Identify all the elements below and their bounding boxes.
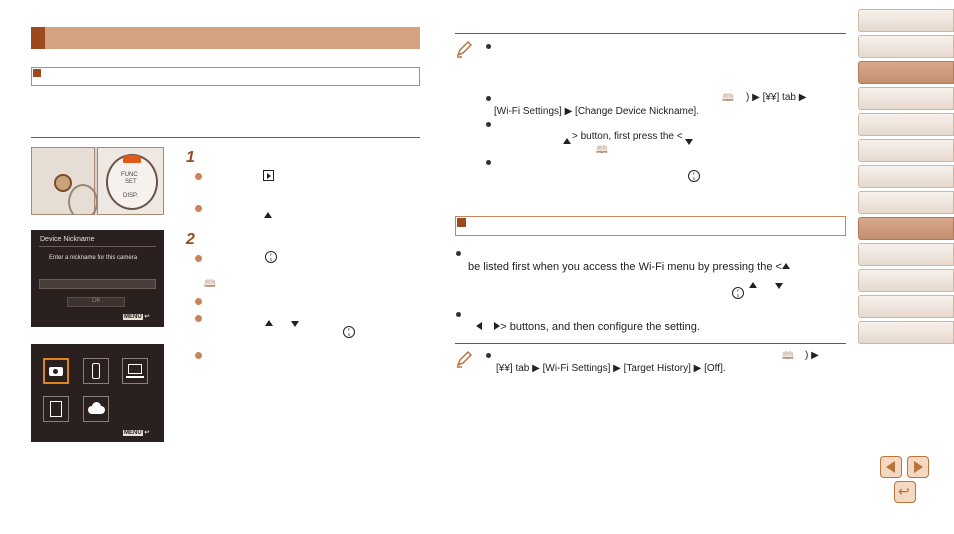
section-title-bar bbox=[31, 27, 420, 49]
dial-up-highlight bbox=[123, 155, 141, 163]
menu-label: MENU bbox=[124, 430, 142, 436]
note-bullet bbox=[486, 44, 491, 49]
back-icon: ↩ bbox=[144, 430, 150, 436]
pencil-note-icon bbox=[456, 40, 472, 58]
side-tab-6[interactable] bbox=[858, 139, 954, 162]
down-arrow-icon bbox=[775, 277, 783, 295]
shutter-button bbox=[54, 174, 72, 192]
note-text: [Wi-Fi Settings] ▶ [Change Device Nickname]. bbox=[494, 106, 699, 117]
section-text: be listed first when you access the Wi-Fi menu by pressing the < bbox=[468, 261, 790, 274]
side-tab-9[interactable] bbox=[858, 217, 954, 240]
divider bbox=[31, 137, 420, 138]
side-tab-4[interactable] bbox=[858, 87, 954, 110]
smartphone-tile[interactable] bbox=[83, 358, 109, 384]
func-set-button-icon: F S bbox=[343, 326, 355, 338]
nickname-screen bbox=[31, 230, 164, 327]
up-arrow-icon bbox=[782, 263, 790, 269]
step-2-bullet-3 bbox=[195, 315, 202, 322]
subsection-bar-2 bbox=[455, 216, 846, 236]
set-label: SET bbox=[125, 179, 137, 185]
back-button[interactable] bbox=[894, 481, 916, 503]
rule bbox=[455, 343, 846, 344]
printer-tile[interactable] bbox=[43, 396, 69, 422]
prev-page-icon bbox=[886, 461, 895, 473]
book-reference-icon: 🕮 bbox=[204, 279, 216, 290]
smartphone-icon bbox=[92, 363, 100, 379]
play-button-icon bbox=[263, 170, 274, 181]
camera-icon bbox=[49, 367, 63, 376]
disp-label: DISP. bbox=[123, 193, 138, 199]
side-tab-1[interactable] bbox=[858, 9, 954, 32]
up-arrow-icon bbox=[563, 132, 571, 150]
pencil-note-icon bbox=[456, 350, 472, 368]
next-page-icon bbox=[914, 461, 923, 473]
menu-back[interactable] bbox=[123, 429, 149, 436]
printer-icon bbox=[50, 401, 62, 417]
book-reference-icon: 🕮 bbox=[782, 351, 794, 362]
step-2-bullet-1 bbox=[195, 255, 202, 262]
computer-icon bbox=[128, 364, 142, 374]
down-arrow-icon bbox=[291, 315, 299, 333]
cloud-icon bbox=[88, 406, 105, 414]
func-set-button-icon: F S bbox=[732, 287, 744, 299]
side-tab-11[interactable] bbox=[858, 269, 954, 292]
func-set-label: FUNC bbox=[121, 172, 138, 178]
step-1-bullet-2 bbox=[195, 205, 202, 212]
side-tab-8[interactable] bbox=[858, 191, 954, 214]
nickname-title: Device Nickname bbox=[40, 236, 95, 243]
note-bullet bbox=[486, 353, 491, 358]
section-bullet bbox=[456, 251, 461, 256]
subsection-marker bbox=[457, 218, 466, 227]
side-tab-10[interactable] bbox=[858, 243, 954, 266]
func-set-button-icon: F S bbox=[688, 170, 700, 182]
note-bullet bbox=[486, 160, 491, 165]
book-reference-icon: 🕮 bbox=[596, 145, 608, 156]
side-tab-13[interactable] bbox=[858, 321, 954, 344]
section-bullet bbox=[456, 312, 461, 317]
left-arrow-icon bbox=[476, 322, 482, 330]
menu-label: MENU bbox=[124, 314, 142, 320]
title-underline bbox=[39, 246, 156, 247]
up-arrow-icon bbox=[265, 314, 273, 332]
menu-back[interactable] bbox=[123, 313, 149, 320]
back-icon: ↩ bbox=[144, 314, 150, 320]
note-text: ) ▶ bbox=[805, 350, 819, 361]
step-1-bullet-1 bbox=[195, 173, 202, 180]
step-2-bullet-4 bbox=[195, 352, 202, 359]
note-bullet bbox=[486, 122, 491, 127]
prev-page-button[interactable] bbox=[880, 456, 902, 478]
back-icon: ↩ bbox=[898, 483, 910, 499]
mode-ring bbox=[68, 184, 98, 215]
camera-tile[interactable] bbox=[43, 358, 69, 384]
cloud-tile[interactable] bbox=[83, 396, 109, 422]
ok-label: OK bbox=[92, 298, 101, 304]
step-2-number: 2 bbox=[186, 231, 195, 248]
side-tab-3[interactable] bbox=[858, 61, 954, 84]
side-tab-12[interactable] bbox=[858, 295, 954, 318]
subsection-bar bbox=[31, 67, 420, 86]
note-text: [¥¥] tab ▶ [Wi-Fi Settings] ▶ [Target History] ▶ [Off]. bbox=[496, 363, 726, 374]
nickname-prompt: Enter a nickname for this camera bbox=[49, 255, 138, 261]
side-tab-2[interactable] bbox=[858, 35, 954, 58]
section-title-marker bbox=[31, 27, 45, 49]
camera-left-panel bbox=[31, 147, 95, 215]
side-tab-5[interactable] bbox=[858, 113, 954, 136]
camera-right-panel bbox=[97, 147, 164, 215]
control-dial bbox=[106, 154, 158, 210]
camera-photo bbox=[31, 147, 164, 215]
device-select-screen bbox=[31, 344, 164, 442]
note-text: ) ▶ [¥¥] tab ▶ bbox=[746, 92, 807, 103]
ok-button[interactable] bbox=[67, 297, 125, 307]
down-arrow-icon bbox=[685, 133, 693, 151]
up-arrow-icon bbox=[264, 206, 272, 224]
computer-tile[interactable] bbox=[122, 358, 148, 384]
note-bullet bbox=[486, 96, 491, 101]
func-set-button-icon: F S bbox=[265, 251, 277, 263]
step-1-number: 1 bbox=[186, 149, 195, 166]
top-rule bbox=[455, 33, 846, 34]
subsection-marker bbox=[33, 69, 41, 77]
note-text: > button, first press the < bbox=[572, 131, 683, 142]
nickname-field[interactable] bbox=[39, 279, 156, 289]
side-tab-7[interactable] bbox=[858, 165, 954, 188]
up-arrow-icon bbox=[749, 276, 757, 294]
section-text: > buttons, and then configure the setting. bbox=[476, 321, 700, 334]
step-2-bullet-2 bbox=[195, 298, 202, 305]
next-page-button[interactable] bbox=[907, 456, 929, 478]
book-reference-icon: 🕮 bbox=[722, 93, 734, 104]
